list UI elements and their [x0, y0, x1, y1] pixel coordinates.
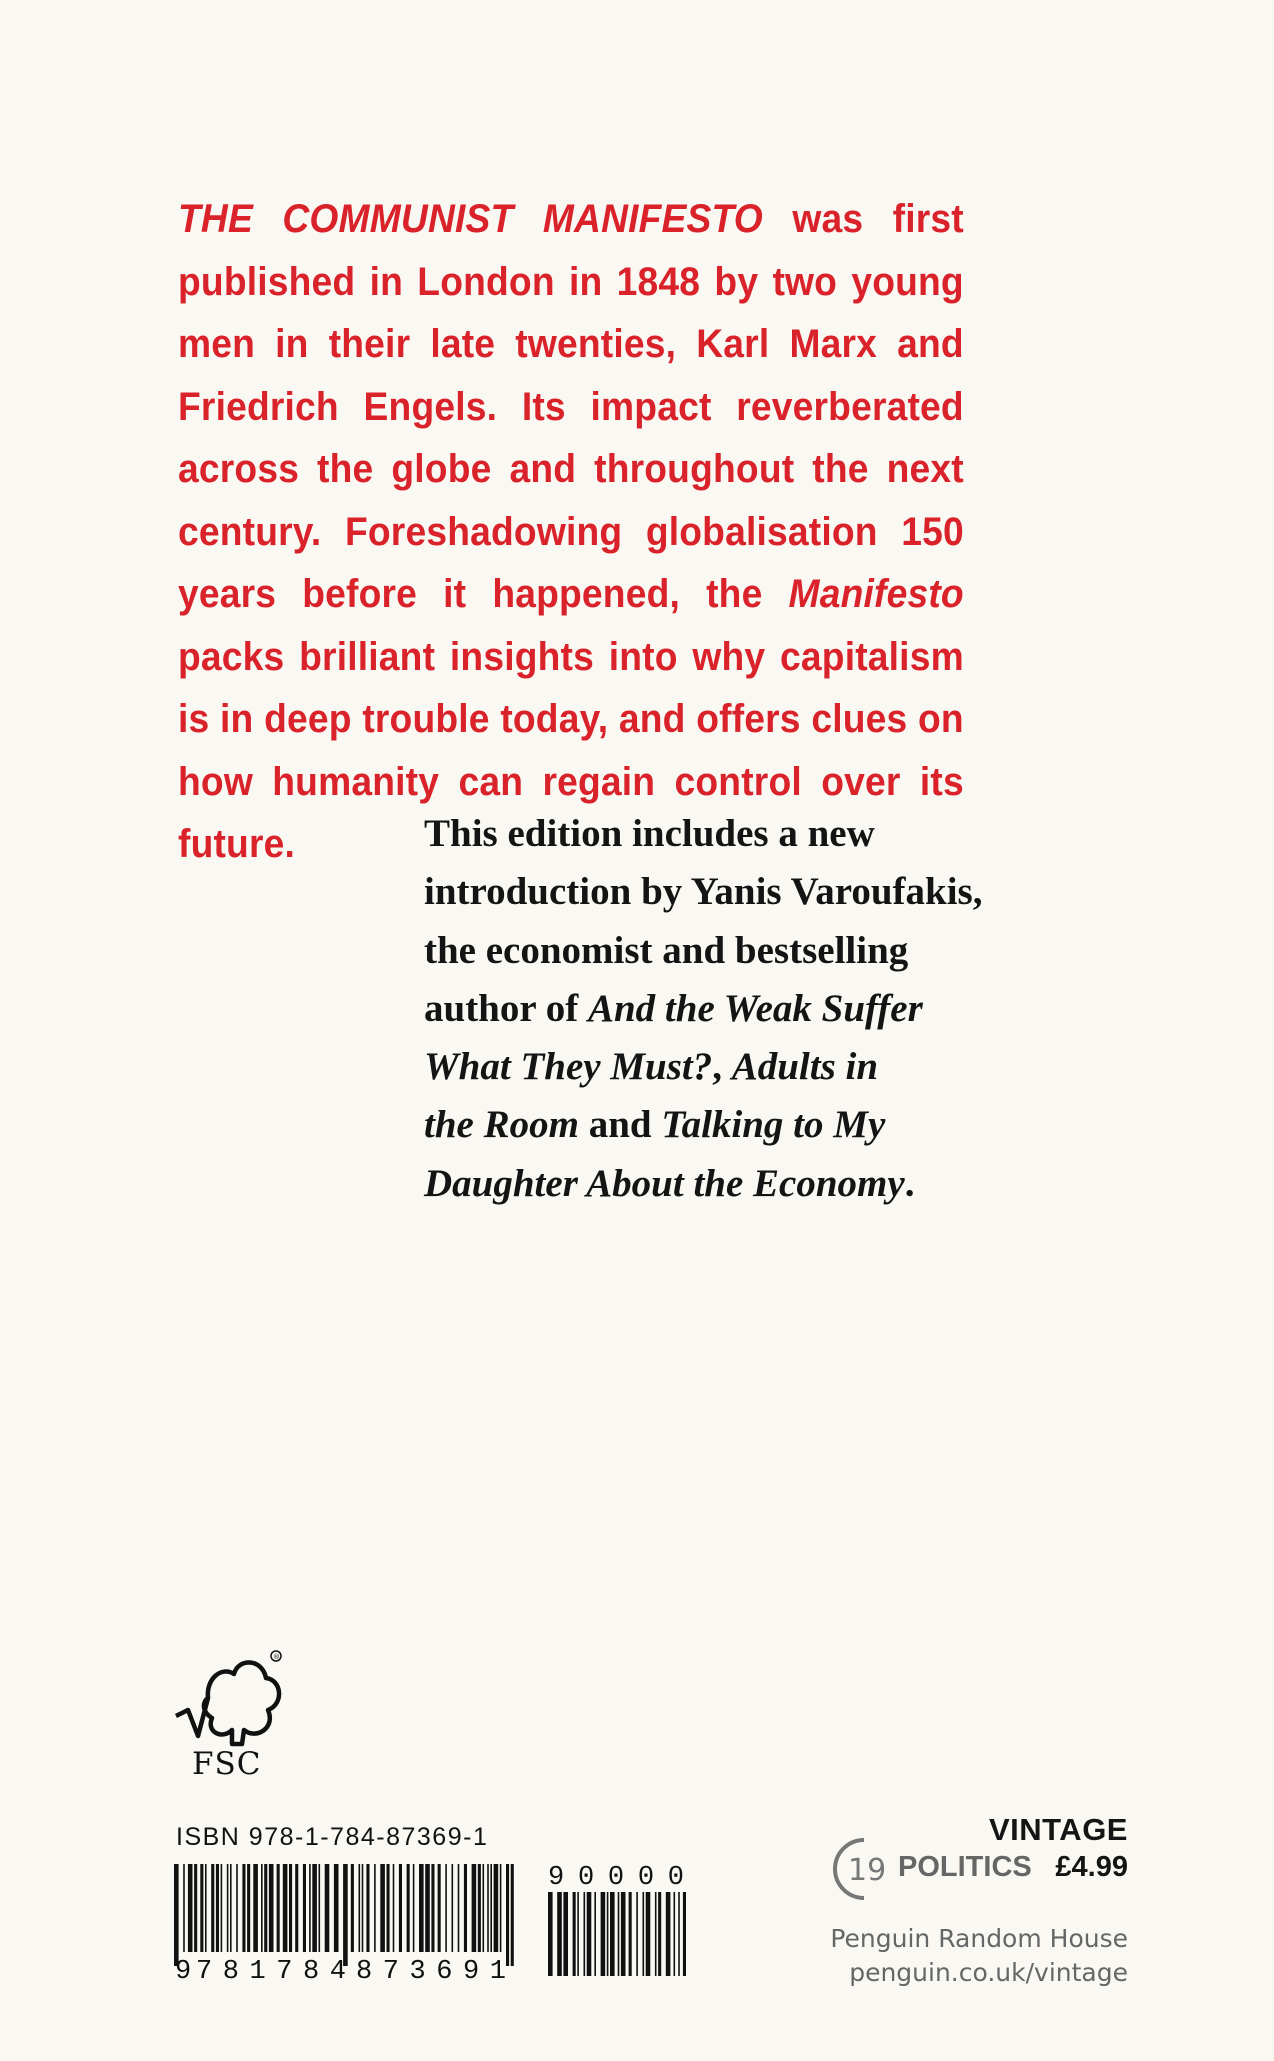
badge-number: 19	[848, 1853, 887, 1888]
barcode-bar	[269, 1864, 274, 1952]
barcode-addon-bars	[548, 1892, 686, 1976]
barcode-bar	[183, 1864, 185, 1952]
book-title: THE COMMUNIST MANIFESTO	[178, 197, 763, 241]
barcode-bar	[211, 1864, 214, 1952]
manifesto-word: Manifesto	[788, 572, 964, 616]
barcode-bar	[227, 1864, 229, 1952]
barcode-bar	[309, 1864, 311, 1952]
intro-line-4-prefix: author of	[424, 986, 588, 1030]
barcode-bar	[319, 1864, 321, 1952]
barcode-bar	[511, 1864, 514, 1966]
barcode-bar	[618, 1892, 620, 1976]
barcode-bar	[678, 1892, 680, 1976]
barcode-bar	[174, 1864, 179, 1966]
barcode-bar	[472, 1864, 477, 1952]
fsc-tree-icon	[172, 1648, 290, 1778]
barcode-bar	[387, 1864, 390, 1952]
barcode-bar	[351, 1864, 354, 1952]
barcode-bar	[188, 1864, 193, 1952]
book-title-1b: What They Must?	[424, 1045, 713, 1089]
barcode-bar	[490, 1864, 492, 1952]
barcode	[160, 1862, 720, 1982]
intro-line-2: introduction by Yanis Varoufakis,	[424, 870, 983, 914]
edition-intro	[424, 805, 1124, 1213]
barcode-bar	[431, 1864, 434, 1952]
barcode-bar	[303, 1864, 306, 1952]
barcode-bar	[380, 1864, 385, 1952]
publisher-url[interactable]: penguin.co.uk/vintage	[849, 1958, 1128, 1987]
book-title-3b: Daughter About the Economy	[424, 1161, 905, 1205]
barcode-bar	[425, 1864, 430, 1952]
blurb-paragraph	[178, 188, 964, 876]
barcode-bar	[500, 1864, 502, 1952]
barcode-bar	[601, 1892, 606, 1976]
barcode-bar	[452, 1864, 454, 1952]
barcode-bar	[573, 1892, 576, 1976]
barcode-bar	[478, 1864, 481, 1952]
barcode-bar	[277, 1864, 280, 1952]
barcode-bar	[487, 1864, 489, 1952]
barcode-bar	[221, 1864, 223, 1952]
barcode-bar	[655, 1892, 657, 1976]
barcode-main-bars	[174, 1864, 514, 1966]
fsc-label: FSC	[192, 1746, 262, 1778]
barcode-bar	[325, 1864, 330, 1952]
intro-line-1: This edition includes a new	[424, 812, 875, 855]
registered-mark: ®	[273, 1653, 280, 1661]
barcode-bar	[399, 1864, 402, 1952]
barcode-bar	[607, 1892, 609, 1976]
intro-and: and	[578, 1103, 662, 1147]
barcode-bar	[205, 1864, 207, 1952]
barcode-digits-group-2: 873691	[356, 1957, 506, 1982]
book-title-1a: And the Weak Suffer	[587, 986, 923, 1030]
barcode-bar	[407, 1864, 410, 1952]
barcode-bar	[506, 1864, 509, 1966]
barcode-bar	[621, 1892, 626, 1976]
fsc-logo	[172, 1648, 290, 1778]
barcode-bar	[587, 1892, 592, 1976]
barcode-bar	[393, 1864, 395, 1952]
publisher-name: Penguin Random House	[830, 1924, 1128, 1953]
imprint-name: VINTAGE	[989, 1812, 1128, 1847]
barcode-bar	[362, 1864, 364, 1952]
barcode-bar	[253, 1864, 258, 1952]
barcode-bar	[629, 1892, 632, 1976]
barcode-bar	[343, 1864, 348, 1966]
category-label: POLITICS	[898, 1851, 1032, 1883]
barcode-first-digit: 9	[175, 1957, 192, 1982]
barcode-bar	[247, 1864, 250, 1952]
barcode-bar	[577, 1892, 579, 1976]
isbn-label: ISBN 978-1-784-87369-1	[176, 1823, 489, 1851]
barcode-bar	[419, 1864, 424, 1952]
barcode-bar	[359, 1864, 361, 1952]
blurb-text-2: packs brilliant insights into why capitalism is in deep trouble today, and offers clues on how humanity can regain control over its future.	[178, 634, 964, 866]
barcode-bar	[312, 1864, 317, 1952]
barcode-bar	[683, 1892, 686, 1976]
barcode-bar	[548, 1892, 553, 1976]
barcode-bar	[230, 1864, 232, 1952]
barcode-bar	[289, 1864, 292, 1952]
barcode-bar	[458, 1864, 460, 1952]
barcode-bar	[594, 1892, 596, 1976]
barcode-bar	[261, 1864, 263, 1952]
century-badge-icon	[826, 1836, 896, 1902]
barcode-bar	[194, 1864, 197, 1952]
price-label: £4.99	[1055, 1851, 1128, 1883]
barcode-bar	[666, 1892, 671, 1976]
blurb-text-1: was first published in London in 1848 by two young men in their late twenties, Karl Marx and Friedrich Engels. Its impact reverberated across the globe and throughout the next century. Foreshadowing globalisation 150 years before it happened, the	[178, 197, 964, 616]
barcode-bar	[483, 1864, 485, 1952]
publisher-block	[830, 1922, 1128, 1990]
book-title-2b: the Room	[424, 1103, 579, 1147]
barcode-bar	[643, 1892, 645, 1976]
barcode-bar	[374, 1864, 376, 1952]
intro-line-3: the economist and bestselling	[424, 928, 909, 972]
book-title-2a: Adults in	[731, 1045, 879, 1089]
barcode-bar	[264, 1864, 267, 1952]
barcode-bar	[636, 1892, 638, 1976]
barcode-bar	[200, 1864, 203, 1952]
barcode-bar	[366, 1864, 369, 1952]
barcode-bar	[438, 1864, 441, 1952]
intro-sep-1: ,	[712, 1045, 732, 1089]
barcode-bar	[646, 1892, 651, 1976]
barcode-bar	[413, 1864, 415, 1952]
barcode-bar	[445, 1864, 447, 1952]
barcode-bar	[216, 1864, 219, 1952]
barcode-bar	[610, 1892, 615, 1976]
barcode-bar	[236, 1864, 238, 1952]
barcode-bar	[674, 1892, 676, 1976]
barcode-bar	[242, 1864, 245, 1952]
barcode-bar	[584, 1892, 586, 1976]
barcode-bar	[557, 1892, 562, 1976]
barcode-bar	[658, 1892, 661, 1976]
barcode-bar	[283, 1864, 288, 1952]
barcode-bar	[464, 1864, 467, 1952]
barcode-addon-digits: 90000	[548, 1863, 684, 1893]
barcode-digits-group-1: 781784	[196, 1957, 346, 1982]
barcode-bar	[295, 1864, 298, 1952]
barcode-bar	[494, 1864, 499, 1952]
intro-end: .	[904, 1161, 915, 1205]
barcode-bar	[563, 1892, 568, 1976]
barcode-bar	[334, 1864, 339, 1952]
book-title-3a: Talking to My	[661, 1103, 886, 1147]
